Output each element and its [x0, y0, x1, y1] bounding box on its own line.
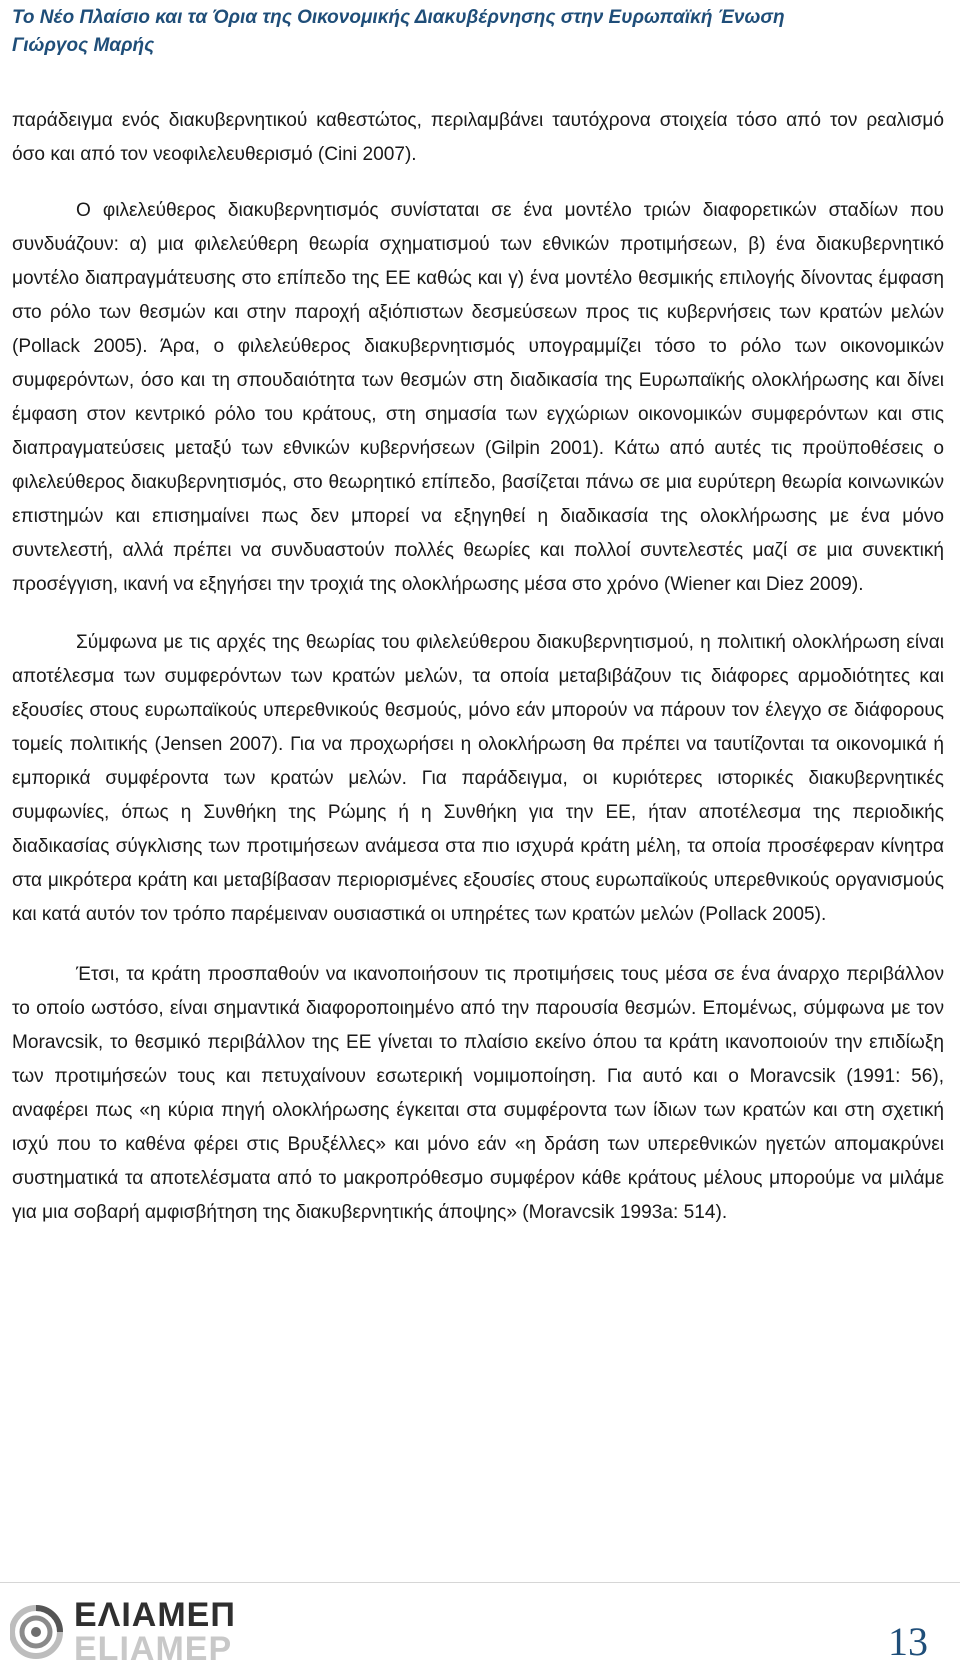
running-header: [12, 4, 932, 60]
body-text: [12, 104, 944, 1254]
paragraph-2: Ο φιλελεύθερος διακυβερνητισμός συνίσταται σε ένα μοντέλο τριών διαφορετικών σταδίων που συνδυάζουν: α) μια φιλελεύθερη θεωρία σχηματισμού των εθνικών προτιμήσεων, β) ένα διακυβερνητικό μοντέλο διαπραγμάτευσης στο επίπεδο της ΕΕ καθώς και γ) ένα μοντέλο θεσμικής επιλογής δίνοντας έμφαση στο ρόλο των θεσμών και στην παροχή αξιόπιστων δεσμεύσεων προς τις κυβερνήσεις των κρατών μελών (Pollack 2005). Άρα, ο φιλελεύθερος διακυβερνητισμός υπογραμμίζει τόσο το ρόλο των οικονομικών συμφερόντων, όσο και τη σπουδαιότητα των θεσμών στη διαδικασία της Ευρωπαϊκής ολοκλήρωσης και δίνει έμφαση στον κεντρικό ρόλο του κράτους, στη σημασία των εγχώριων οικονομικών συμφερόντων και στις διαπραγματεύσεις μεταξύ των εθνικών κυβερνήσεων (Gilpin 2001). Κάτω από αυτές τις προϋποθέσεις ο φιλελεύθερος διακυβερνητισμός, στο θεωρητικό επίπεδο, βασίζεται πάνω σε μια ευρύτερη θεωρία κοινωνικών επιστημών και επισημαίνει πως δεν μπορεί να εξηγηθεί η διαδικασία της ολοκλήρωσης με ένα μόνο συντελεστή, αλλά πρέπει να συνδυαστούν πολλές θεωρίες και πολλοί συντελεστές μαζί σε μια συνεκτική προσέγγιση, ικανή να εξηγήσει την τροχιά της ολοκλήρωσης μέσα στο χρόνο (Wiener και Diez 2009).: [12, 200, 944, 595]
eliamep-emblem-icon: [10, 1596, 70, 1666]
logo-text-latin: ELIAMEP: [74, 1630, 233, 1668]
paragraph-4: Έτσι, τα κράτη προσπαθούν να ικανοποιήσουν τις προτιμήσεις τους μέσα σε ένα άναρχο περιβάλλον το οποίο ωστόσο, είναι σημαντικά διαφοροποιημένο από την παρουσία θεσμών. Επομένως, σύμφωνα με τον Moravcsik, το θεσμικό περιβάλλον της ΕΕ γίνεται το πλαίσιο εκείνο όπου τα κράτη ικανοποιούν την επιδίωξη των προτιμήσεών τους και πετυχαίνουν εσωτερική νομιμοποίηση. Για αυτό και ο Moravcsik (1991: 56), αναφέρει πως «η κύρια πηγή ολοκλήρωσης έγκειται στα συμφέροντα των ίδιων των κρατών και στη σχετική ισχύ που το καθένα φέρει στις Βρυξέλλες» και μόνο εάν «η δράση των υπερεθνικών ηγετών απομακρύνει συστηματικά τα αποτελέσματα από το μακροπρόθεσμο συμφέρον κάθε κράτους μέλους μπορούμε να μιλάμε για μια σοβαρή αμφισβήτηση της διακυβερνητικής άποψης» (Moravcsik 1993a: 514).: [12, 964, 944, 1223]
page-number: 13: [888, 1619, 928, 1664]
logo-text-greek: ΕΛΙΑΜΕΠ: [74, 1596, 236, 1634]
paragraph-3: Σύμφωνα με τις αρχές της θεωρίας του φιλελεύθερου διακυβερνητισμού, η πολιτική ολοκλήρωση είναι αποτέλεσμα των συμφερόντων των κρατών μελών, τα οποία μεταβιβάζουν τις διάφορες αρμοδιότητες και εξουσίες στους ευρωπαϊκούς υπερεθνικούς θεσμούς, μόνο εάν μπορούν να πάρουν τον έλεγχο σε διάφορους τομείς πολιτικής (Jensen 2007). Για να προχωρήσει η ολοκλήρωση θα πρέπει να ταυτίζονται τα οικονομικά ή εμπορικά συμφέροντα των κρατών μελών. Για παράδειγμα, οι κυριότερες ιστορικές διακυβερνητικές συμφωνίες, όπως η Συνθήκη της Ρώμης ή η Συνθήκη για την ΕΕ, ήταν αποτέλεσμα της περιοδικής διαδικασίας σύγκλισης των προτιμήσεων ανάμεσα στα πιο ισχυρά κράτη μέλη, τα οποία προσέφεραν κίνητρα στα μικρότερα κράτη και μεταβίβασαν περιορισμένες εξουσίες στους ευρωπαϊκούς υπερεθνικούς οργανισμούς και κατά αυτόν τον τρόπο παρέμειναν ουσιαστικά οι υπηρέτες των κρατών μελών (Pollack 2005).: [12, 632, 944, 925]
header-author: Γιώργος Μαρής: [12, 35, 155, 56]
footer-divider: [0, 1582, 960, 1583]
eliamep-logo: [10, 1596, 236, 1668]
paragraph-1: παράδειγμα ενός διακυβερνητικού καθεστώτος, περιλαμβάνει ταυτόχρονα στοιχεία τόσο από τον ρεαλισμό όσο και από τον νεοφιλελευθερισμό (Cini 2007).: [12, 110, 944, 165]
header-title: Το Νέο Πλαίσιο και τα Όρια της Οικονομικής Διακυβέρνησης στην Ευρωπαϊκή Ένωση: [12, 7, 785, 28]
